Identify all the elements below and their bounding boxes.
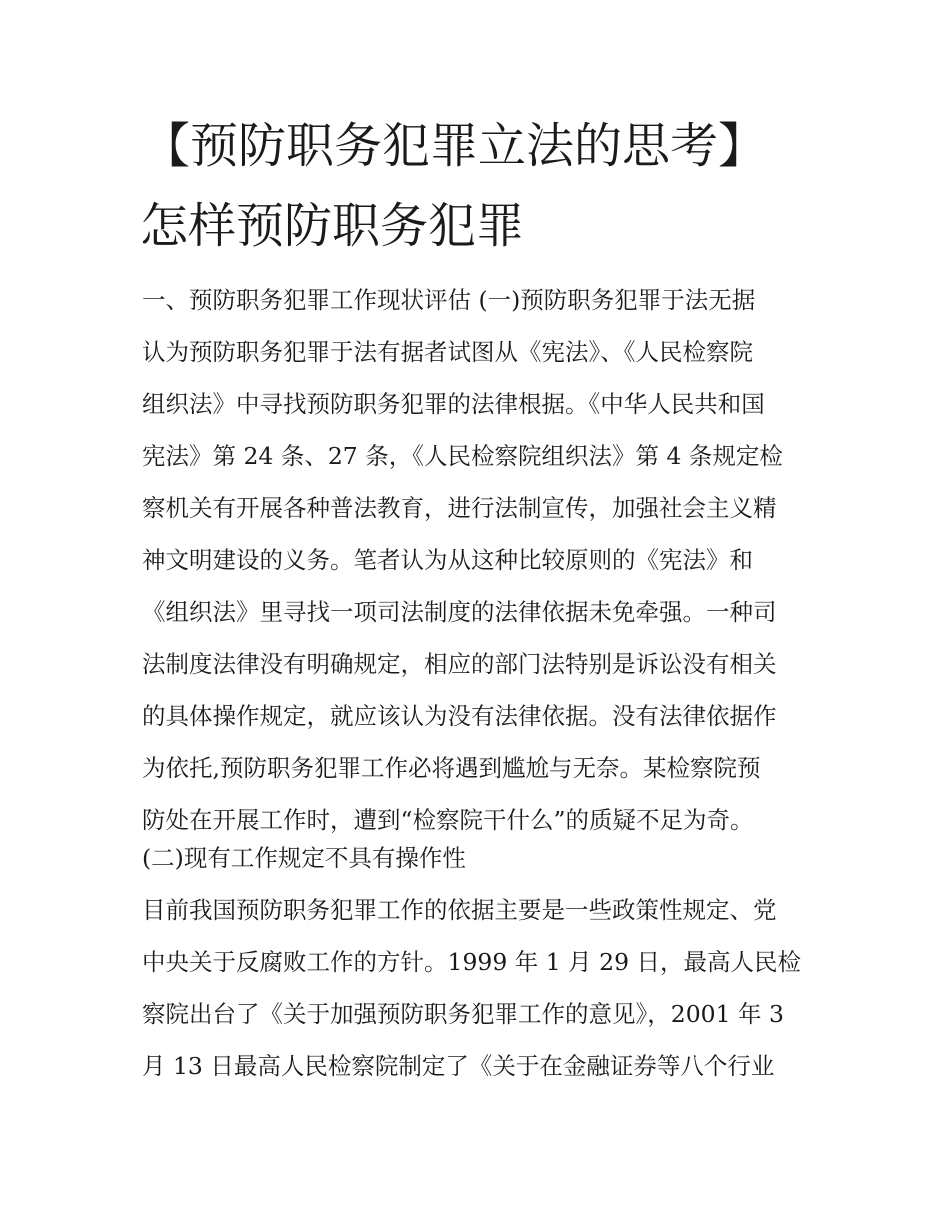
body-text-line: 为依托,预防职务犯罪工作必将遇到尴尬与无奈。某检察院预 bbox=[142, 754, 761, 782]
section-heading: (二)现有工作规定不具有操作性 bbox=[142, 844, 466, 872]
body-text-line: 神文明建设的义务。笔者认为从这种比较原则的《宪法》和 bbox=[142, 546, 753, 574]
body-text-line: 法制度法律没有明确规定，相应的部门法特别是诉讼没有相关 bbox=[142, 650, 777, 678]
document-title-line-1: 【预防职务犯罪立法的思考】 bbox=[142, 118, 767, 174]
body-text-line: 中央关于反腐败工作的方针。1999 年 1 月 29 日，最高人民检 bbox=[142, 948, 802, 976]
body-text-line: 认为预防职务犯罪于法有据者试图从《宪法》、《人民检察院 bbox=[142, 338, 753, 366]
body-text-line: 察机关有开展各种普法教育，进行法制宣传，加强社会主义精 bbox=[142, 494, 777, 522]
body-text-line: 《组织法》里寻找一项司法制度的法律依据未免牵强。一种司 bbox=[142, 598, 777, 626]
body-text-line: 察院出台了《关于加强预防职务犯罪工作的意见》，2001 年 3 bbox=[142, 1000, 784, 1028]
body-text-line: 组织法》中寻找预防职务犯罪的法律根据。《中华人民共和国 bbox=[142, 390, 765, 418]
document-title-line-2: 怎样预防职务犯罪 bbox=[140, 198, 525, 254]
body-text-line: 目前我国预防职务犯罪工作的依据主要是一些政策性规定、党 bbox=[142, 896, 777, 924]
body-text-line: 防处在开展工作时，遭到“检察院干什么”的质疑不足为奇。 bbox=[142, 806, 754, 834]
body-text-line: 的具体操作规定，就应该认为没有法律依据。没有法律依据作 bbox=[142, 702, 777, 730]
body-text-line: 一、预防职务犯罪工作现状评估 (一)预防职务犯罪于法无据 bbox=[142, 286, 756, 314]
body-text-line: 月 13 日最高人民检察院制定了《关于在金融证券等八个行业 bbox=[142, 1052, 775, 1080]
body-text-line: 宪法》第 24 条、27 条，《人民检察院组织法》第 4 条规定检 bbox=[142, 442, 783, 470]
